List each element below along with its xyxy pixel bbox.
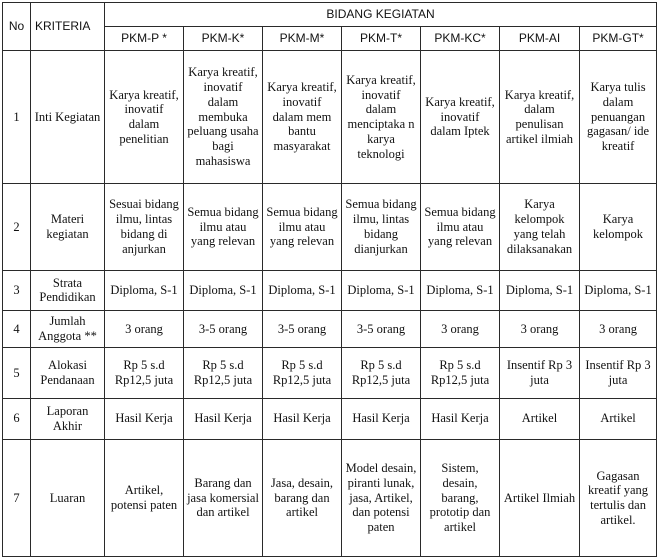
table-cell: Diploma, S-1	[500, 270, 580, 310]
table-cell: Rp 5 s.d Rp12,5 juta	[421, 348, 500, 398]
table-cell: Diploma, S-1	[184, 270, 263, 310]
header-bidang-kegiatan: BIDANG KEGIATAN	[105, 3, 657, 27]
table-row	[3, 440, 657, 557]
row-number: 7	[3, 440, 31, 557]
table-row	[3, 348, 657, 398]
column-header-pkm-p: PKM-P *	[105, 27, 184, 51]
table-row	[3, 311, 657, 348]
column-header-pkm-k: PKM-K*	[184, 27, 263, 51]
table-cell: Jasa, desain, barang dan artikel	[263, 440, 342, 557]
table-cell: Artikel, potensi paten	[105, 440, 184, 557]
table-cell: Sesuai bidang ilmu, lintas bidang di anjurkan	[105, 184, 184, 271]
table-cell: Semua bidang ilmu atau yang relevan	[263, 184, 342, 271]
table-cell: 3 orang	[105, 311, 184, 348]
table-cell: Karya kreatif, inovatif dalam Iptek	[421, 51, 500, 184]
column-header-pkm-ai: PKM-AI	[500, 27, 580, 51]
table-cell: Hasil Kerja	[263, 398, 342, 439]
column-header-pkm-t: PKM-T*	[342, 27, 421, 51]
row-number: 1	[3, 51, 31, 184]
column-header-pkm-m: PKM-M*	[263, 27, 342, 51]
table-cell: 3-5 orang	[263, 311, 342, 348]
table-cell: 3 orang	[500, 311, 580, 348]
table-cell: Hasil Kerja	[421, 398, 500, 439]
table-cell: Hasil Kerja	[105, 398, 184, 439]
table-cell: Karya kreatif, inovatif dalam membuka peluang usaha bagi mahasiswa	[184, 51, 263, 184]
header-kriteria: KRITERIA	[31, 3, 105, 51]
table-cell: Rp 5 s.d Rp12,5 juta	[184, 348, 263, 398]
table-cell: Semua bidang ilmu atau yang relevan	[184, 184, 263, 271]
table-row	[3, 184, 657, 271]
table-cell: Rp 5 s.d Rp12,5 juta	[263, 348, 342, 398]
table-cell: Gagasan kreatif yang tertulis dan artikel.	[580, 440, 657, 557]
table-cell: Barang dan jasa komersial dan artikel	[184, 440, 263, 557]
table-cell: Rp 5 s.d Rp12,5 juta	[105, 348, 184, 398]
table-cell: Karya kreatif, inovatif dalam mem bantu masyarakat	[263, 51, 342, 184]
table-cell: Karya kreatif, dalam penulisan artikel ilmiah	[500, 51, 580, 184]
table-cell: Karya kelompok	[580, 184, 657, 271]
column-header-pkm-gt: PKM-GT*	[580, 27, 657, 51]
table-cell: Model desain, piranti lunak, jasa, Artikel, dan potensi paten	[342, 440, 421, 557]
row-criteria: Luaran	[31, 440, 105, 557]
table-cell: Diploma, S-1	[580, 270, 657, 310]
row-criteria: Jumlah Anggota **	[31, 311, 105, 348]
table-cell: Karya tulis dalam penuangan gagasan/ ide kreatif	[580, 51, 657, 184]
column-header-pkm-kc: PKM-KC*	[421, 27, 500, 51]
row-criteria: Alokasi Pendanaan	[31, 348, 105, 398]
table-cell: Sistem, desain, barang, prototip dan artikel	[421, 440, 500, 557]
table-cell: Rp 5 s.d Rp12,5 juta	[342, 348, 421, 398]
table-cell: Diploma, S-1	[263, 270, 342, 310]
table-cell: Semua bidang ilmu, lintas bidang dianjurkan	[342, 184, 421, 271]
table-cell: Insentif Rp 3 juta	[500, 348, 580, 398]
table-cell: 3 orang	[421, 311, 500, 348]
table-cell: 3-5 orang	[342, 311, 421, 348]
table-cell: Hasil Kerja	[184, 398, 263, 439]
row-number: 4	[3, 311, 31, 348]
table-cell: Karya kreatif, inovatif dalam penelitian	[105, 51, 184, 184]
row-number: 5	[3, 348, 31, 398]
row-criteria: Laporan Akhir	[31, 398, 105, 439]
table-cell: Artikel	[580, 398, 657, 439]
header-no: No	[3, 3, 31, 51]
table-cell: Insentif Rp 3 juta	[580, 348, 657, 398]
table-cell: Diploma, S-1	[105, 270, 184, 310]
row-number: 6	[3, 398, 31, 439]
table-cell: 3-5 orang	[184, 311, 263, 348]
table-row	[3, 398, 657, 439]
table-row	[3, 270, 657, 310]
table-cell: Diploma, S-1	[421, 270, 500, 310]
table-row	[3, 51, 657, 184]
header-row-top	[3, 3, 657, 27]
table-cell: 3 orang	[580, 311, 657, 348]
row-criteria: Inti Kegiatan	[31, 51, 105, 184]
row-number: 2	[3, 184, 31, 271]
table-cell: Karya kelompok yang telah dilaksanakan	[500, 184, 580, 271]
row-number: 3	[3, 270, 31, 310]
table-cell: Hasil Kerja	[342, 398, 421, 439]
table-cell: Diploma, S-1	[342, 270, 421, 310]
row-criteria: Materi kegiatan	[31, 184, 105, 271]
row-criteria: Strata Pendidikan	[31, 270, 105, 310]
table-cell: Semua bidang ilmu atau yang relevan	[421, 184, 500, 271]
table-cell: Artikel	[500, 398, 580, 439]
table-cell: Karya kreatif, inovatif dalam menciptaka n karya teknologi	[342, 51, 421, 184]
table-cell: Artikel Ilmiah	[500, 440, 580, 557]
pkm-criteria-table	[2, 2, 657, 557]
